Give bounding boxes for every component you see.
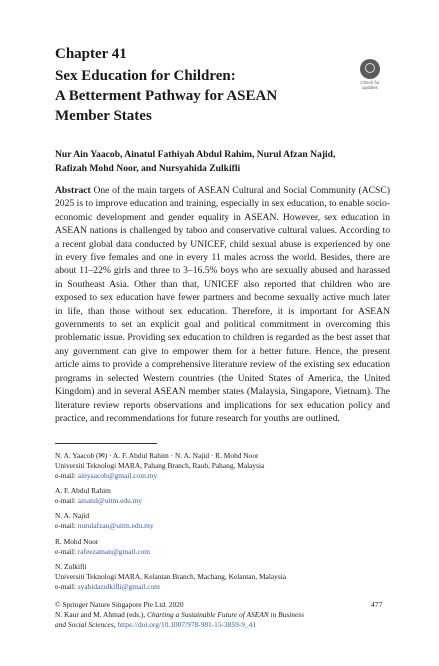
email-link[interactable]: syahidazulkifli@gmail.com bbox=[77, 582, 160, 591]
email-link[interactable]: rafeezaman@gmail.com bbox=[77, 547, 151, 556]
copyright: © Springer Nature Singapore Pte Ltd. 2020 bbox=[55, 600, 184, 609]
email-link[interactable]: ainyaacob@gmail.com.my bbox=[77, 471, 158, 480]
footnote-affiliation: R. Mohd Noor e-mail: rafeezaman@gmail.com bbox=[55, 537, 151, 556]
citation: N. Kaur and M. Ahmad (eds.), Charting a Sustainable Future of ASEAN in Business bbox=[55, 610, 305, 619]
author-line: Rafizah Mohd Noor, and Nursyahida Zulkifli bbox=[55, 162, 241, 174]
doi-link[interactable]: https://doi.org/10.1007/978-981-15-3859-9_41 bbox=[117, 620, 257, 629]
footnote-divider bbox=[55, 443, 157, 444]
chapter-number: Chapter 41 bbox=[55, 46, 127, 62]
abstract bbox=[55, 184, 390, 425]
check-for-updates-icon bbox=[360, 59, 380, 79]
abstract-text: One of the main targets of ASEAN Cultural and Social Community (ACSC) 2025 is to improve education and training, especially in sex education, to enable socio-economic development and gender equality in ASEAN. However, sex education in ASEAN nations is challenged by taboo and conservative cultural values. According to a recent global data conducted by UNICEF, child sexual abuse is experienced by one in every five females and one in every 11 males across the world. Besides, there are about 11–22% girls and three to 3–16.5% boys who are sexually abused and harassed in Southeast Asia. Other than that, UNICEF also reported that children who are exposed to sex education have fewer partners and become sexually active much later in life, than those without sex education. Therefore, it is important for ASEAN governments to set an explicit goal and political commitment in overcoming this problematic issue. Providing sex education to children is regarded as the best asset that any government can give to empower them for a better future. Hence, the present article aims to provide a comprehensive literature review of the existing sex education programs in selected Western countries (the United States of America, the United Kingdom) and in several ASEAN member states (Malaysia, Singapore, Vietnam). The literature review reports observations and implications for sex education policy and practice, and recommendations for future research for youths are outlined. bbox=[55, 185, 390, 424]
page-number: 477 bbox=[371, 600, 383, 609]
title-line: Member States bbox=[55, 108, 152, 124]
footnote-affiliation: N. A. Yaacob (✉) · A. F. Abdul Rahim · N. A. Najid · R. Mohd Noor Universiti Teknologi MARA, Pahang Branch, Raub, Pahang, Malaysia e-mail: ainyaacob@gmail.com.my bbox=[55, 451, 265, 480]
chapter-title bbox=[55, 66, 305, 126]
title-line: A Betterment Pathway for ASEAN bbox=[55, 88, 278, 104]
author-line: Nur Ain Yaacob, Ainatul Fathiyah Abdul Rahim, Nurul Afzan Najid, bbox=[55, 149, 336, 160]
footnote-affiliation: N. A. Najid e-mail: nurulafzan@uitm.edu.my bbox=[55, 511, 154, 530]
check-for-updates-badge[interactable] bbox=[355, 59, 385, 91]
badge-label: Check for updates bbox=[360, 80, 380, 90]
email-link[interactable]: nurulafzan@uitm.edu.my bbox=[77, 521, 154, 530]
citation-cont: and Social Sciences, https://doi.org/10.1007/978-981-15-3859-9_41 bbox=[55, 620, 257, 629]
title-line: Sex Education for Children: bbox=[55, 68, 236, 84]
author-list bbox=[55, 148, 390, 175]
footnote-affiliation: A. F. Abdul Rahim e-mail: ainatul@uitm.edu.my bbox=[55, 486, 143, 505]
footnote-affiliation: N. Zulkifli Universiti Teknologi MARA, Kelantan Branch, Machang, Kelantan, Malaysia e-mail: syahidazulkifli@gmail.com bbox=[55, 562, 287, 591]
abstract-label: Abstract bbox=[55, 185, 91, 196]
page-footer bbox=[55, 600, 390, 630]
email-link[interactable]: ainatul@uitm.edu.my bbox=[77, 496, 143, 505]
